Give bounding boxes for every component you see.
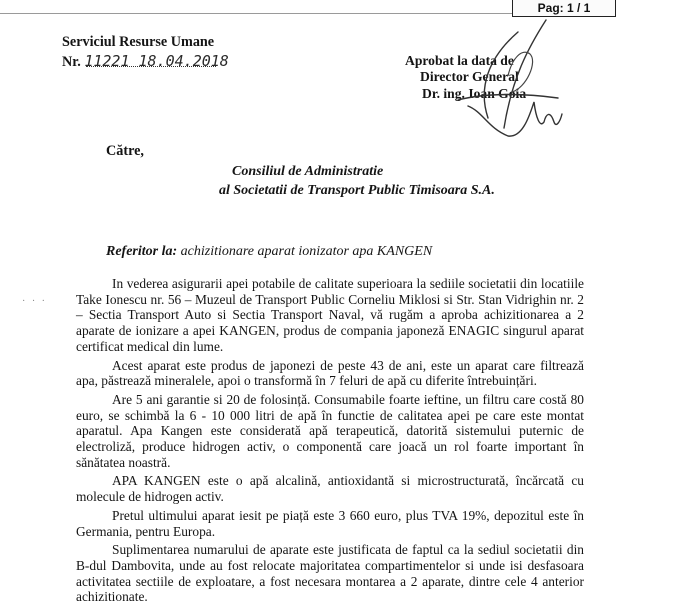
department-name: Serviciul Resurse Umane (62, 34, 215, 50)
recipient-line-2: al Societatii de Transport Public Timisoara S.A. (219, 183, 495, 198)
registration-dotted-line (86, 66, 216, 67)
paragraph-3: Are 5 ani garantie si 20 de folosință. Consumabile foarte ieftine, un filtru care costă 80 euro, se schimbă la 6 - 10 000 litri de apă în functie de calitatea apei pe care este montat aparatul. Apa Kangen este considerată apă terapeutică, datorită sistemului puternic de electroliză, produce hidrogen activ, o componentă care joacă un rol foarte important în sănătatea noastră. (76, 391, 584, 470)
paragraph-4: APA KANGEN este o apă alcalină, antioxidantă si microstructurată, încărcată cu molecule de hidrogen activ. (76, 473, 584, 505)
registration-handwritten-number: 11221 18.04.2018 (84, 52, 229, 70)
approval-director-name: Dr. ing. Ioan Goia (422, 86, 527, 101)
approval-date-label: Aprobat la data de (405, 53, 514, 68)
recipient-line-1: Consiliul de Administratie (232, 164, 384, 179)
page-number-badge: Pag: 1 / 1 (512, 0, 616, 17)
letter-body (76, 276, 584, 608)
subject-text: achizitionare aparat ionizator apa KANGEN (180, 244, 433, 259)
registration-prefix: Nr. (62, 54, 81, 70)
paragraph-2: Acest aparat este produs de japonezi de peste 43 de ani, este un aparat care filtrează apa, păstrează mineralele, apoi o transformă în 7 feluri de apă cu diferite întrebuințări. (76, 357, 584, 389)
subject-line (106, 244, 432, 260)
paragraph-1: In vederea asigurarii apei potabile de calitate superioara la sediile societatii din locatiile Take Ionescu nr. 56 – Muzeul de Transport Public Corneliu Miklosi si Str. Stan Vidrighin nr. 2 – Sectia Transport Auto si Sectia Transport Naval, vă rugăm a aproba achizitionarea a 2 aparate de ionizare a apei KANGEN, produs de compania japoneză ENAGIC singurul aparat certificat medical din lume. (76, 276, 584, 354)
margin-punch-marks: · · · (22, 296, 47, 307)
top-border-line (0, 13, 512, 14)
to-label: Către, (106, 143, 144, 159)
paragraph-5: Pretul ultimului aparat iesit pe piață este 3 660 euro, plus TVA 19%, depozitul este în Germania, pentru Europa. (76, 507, 584, 539)
subject-label: Referitor la: (106, 244, 178, 259)
director-signature (448, 18, 568, 148)
approval-director-title: Director General (420, 69, 519, 84)
registration-number (62, 52, 229, 71)
paragraph-6: Suplimentarea numarului de aparate este justificata de faptul ca la sediul societatii din B-dul Dambovita, unde au fost relocate majoritatea compartimentelor si unde isi desfasoara activitatea sectiile de exploatare, a fost necesara montarea a 2 aparate, dintre cele 4 anterior achizitionate. (76, 542, 584, 605)
